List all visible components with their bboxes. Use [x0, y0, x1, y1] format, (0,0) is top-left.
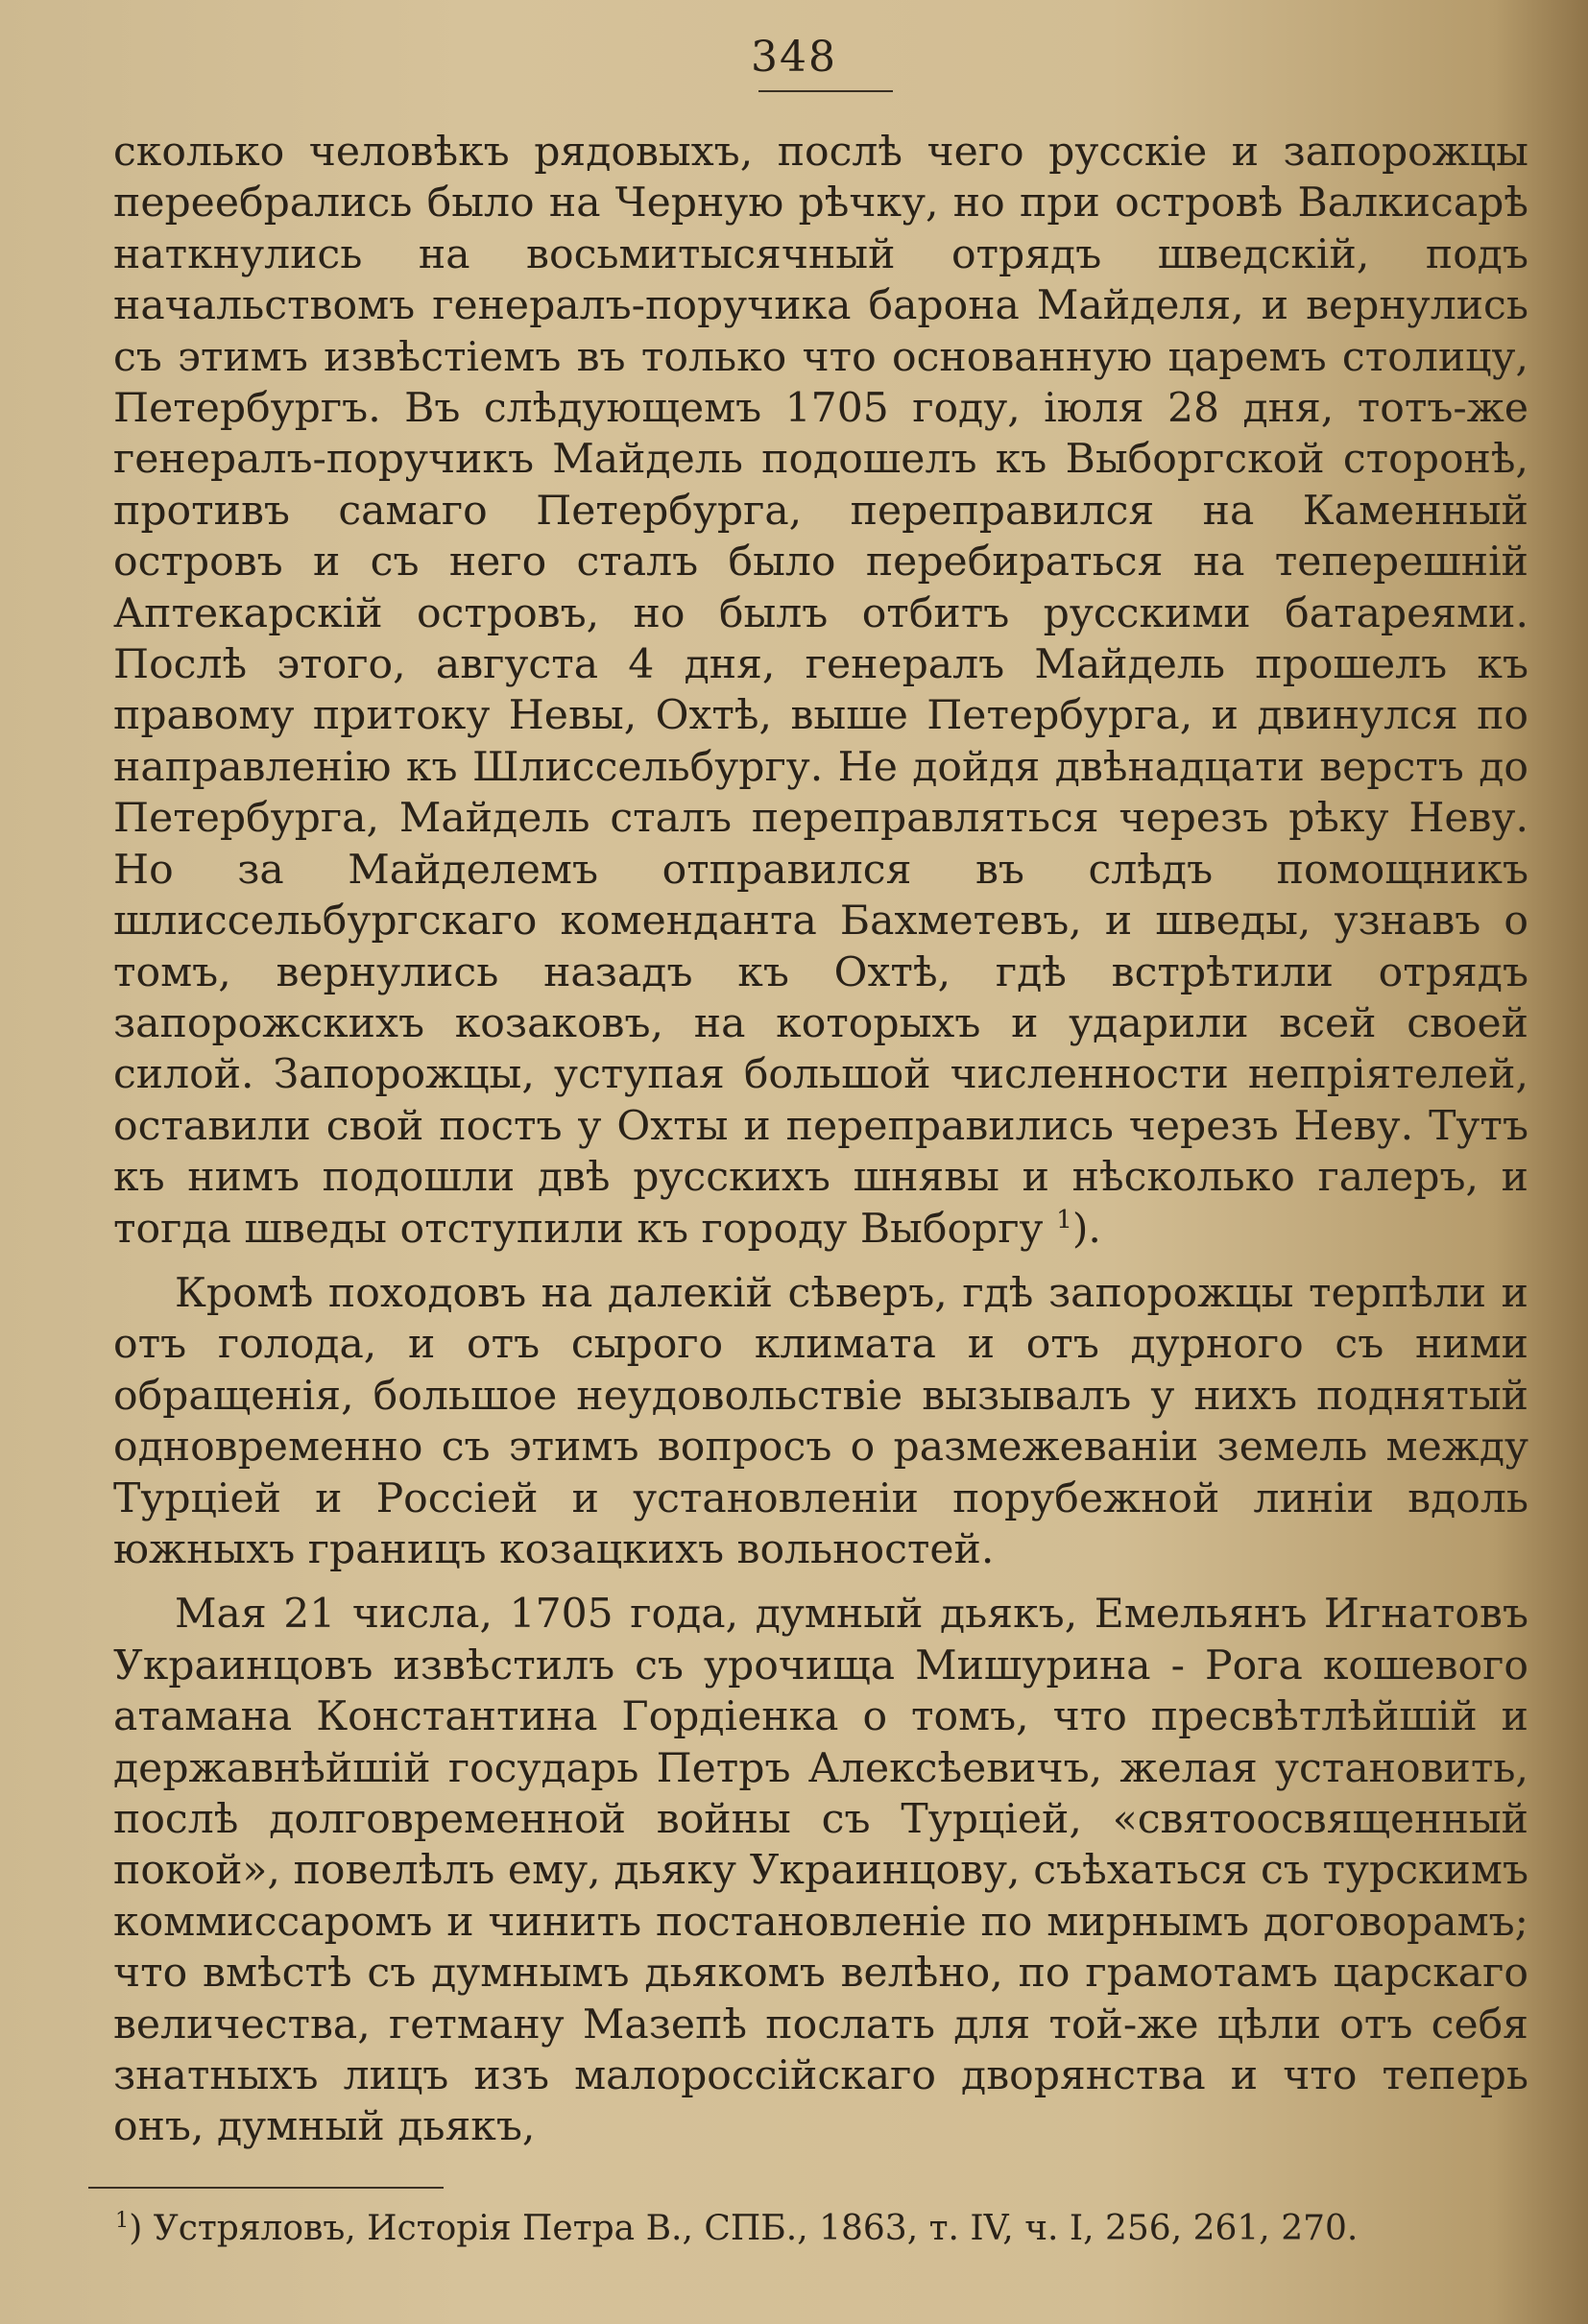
paragraph-3: Мая 21 числа, 1705 года, думный дьякъ, Емельянъ Игнатовъ Украинцовъ извѣстилъ съ урочища Мишурина - Рога кошевого атамана Константина Гордіенка о томъ, что пресвѣтлѣйшій и державнѣйшій государь Петръ Алексѣевичъ, желая установить, послѣ долговременной войны съ Турціей, «святоосвященный покой», повелѣлъ ему, дьяку Украинцову, съѣхаться съ турскимъ коммиссаромъ и чинить постановленіе по мирнымъ договорамъ; что вмѣстѣ съ думнымъ дьякомъ велѣно, по грамотамъ царскаго величества, гетману Мазепѣ послать для той-же цѣли отъ себя знатныхъ лицъ изъ малороссійскаго дворянства и что теперь онъ, думный дьякъ,: [113, 1591, 1528, 2151]
footnote-text: ) Устряловъ, Исторія Петра В., СПБ., 1863, т. IV, ч. I, 256, 261, 270.: [129, 2209, 1359, 2248]
paragraph-1: [113, 127, 1528, 1255]
footnote-rule: [88, 2187, 444, 2189]
header-rule: [758, 90, 893, 92]
footnote-marker: 1: [115, 2208, 130, 2233]
footnote-ref: 1: [1056, 1205, 1072, 1234]
footnote-ref-tail: ).: [1071, 1205, 1101, 1253]
paragraph-2: Кромѣ походовъ на далекій сѣверъ, гдѣ запорожцы терпѣли и отъ голода, и отъ сырого климата и отъ дурного съ ними обращенія, большое неудовольствіе вызывалъ у нихъ поднятый одновременно съ этимъ вопросъ о размежеваніи земель между Турціей и Россіей и установленіи порубежной линіи вдоль южныхъ границъ козацкихъ вольностей.: [113, 1269, 1528, 1573]
paragraph-1-text: сколько человѣкъ рядовыхъ, послѣ чего русскіе и запорожцы переебрались было на Черную рѣчку, но при островѣ Валкисарѣ наткнулись на восьмитысячный отрядъ шведскій, подъ начальствомъ генералъ-поручика барона Майделя, и вернулись съ этимъ извѣстіемъ въ только что основанную царемъ столицу, Петербургъ. Въ слѣдующемъ 1705 году, іюля 28 дня, тотъ-же генералъ-поручикъ Майдель подошелъ къ Выборгской сторонѣ, противъ самаго Петербурга, переправился на Каменный островъ и съ него сталъ было перебираться на теперешній Аптекарскій островъ, но былъ отбитъ русскими батареями. Послѣ этого, августа 4 дня, генералъ Майдель прошелъ къ правому притоку Невы, Охтѣ, выше Петербурга, и двинулся по направленію къ Шлиссельбургу. Не дойдя двѣнадцати верстъ до Петербурга, Майдель сталъ переправляться черезъ рѣку Неву. Но за Майделемъ отправился въ слѣдъ помощникъ шлиссельбургскаго коменданта Бахметевъ, и шведы, узнавъ о томъ, вернулись назадъ къ Охтѣ, гдѣ встрѣтили отрядъ запорожскихъ козаковъ, на которыхъ и ударили всей своей силой. Запорожцы, уступая большой численности непріятелей, оставили свой постъ у Охты и переправились черезъ Неву. Тутъ къ нимъ подошли двѣ русскихъ шнявы и нѣсколько галеръ, и тогда шведы отступили къ городу Выборгу: [113, 129, 1528, 1253]
footnote: [115, 2206, 1527, 2252]
page-number: 348: [751, 33, 837, 82]
body-text: [113, 127, 1528, 2153]
